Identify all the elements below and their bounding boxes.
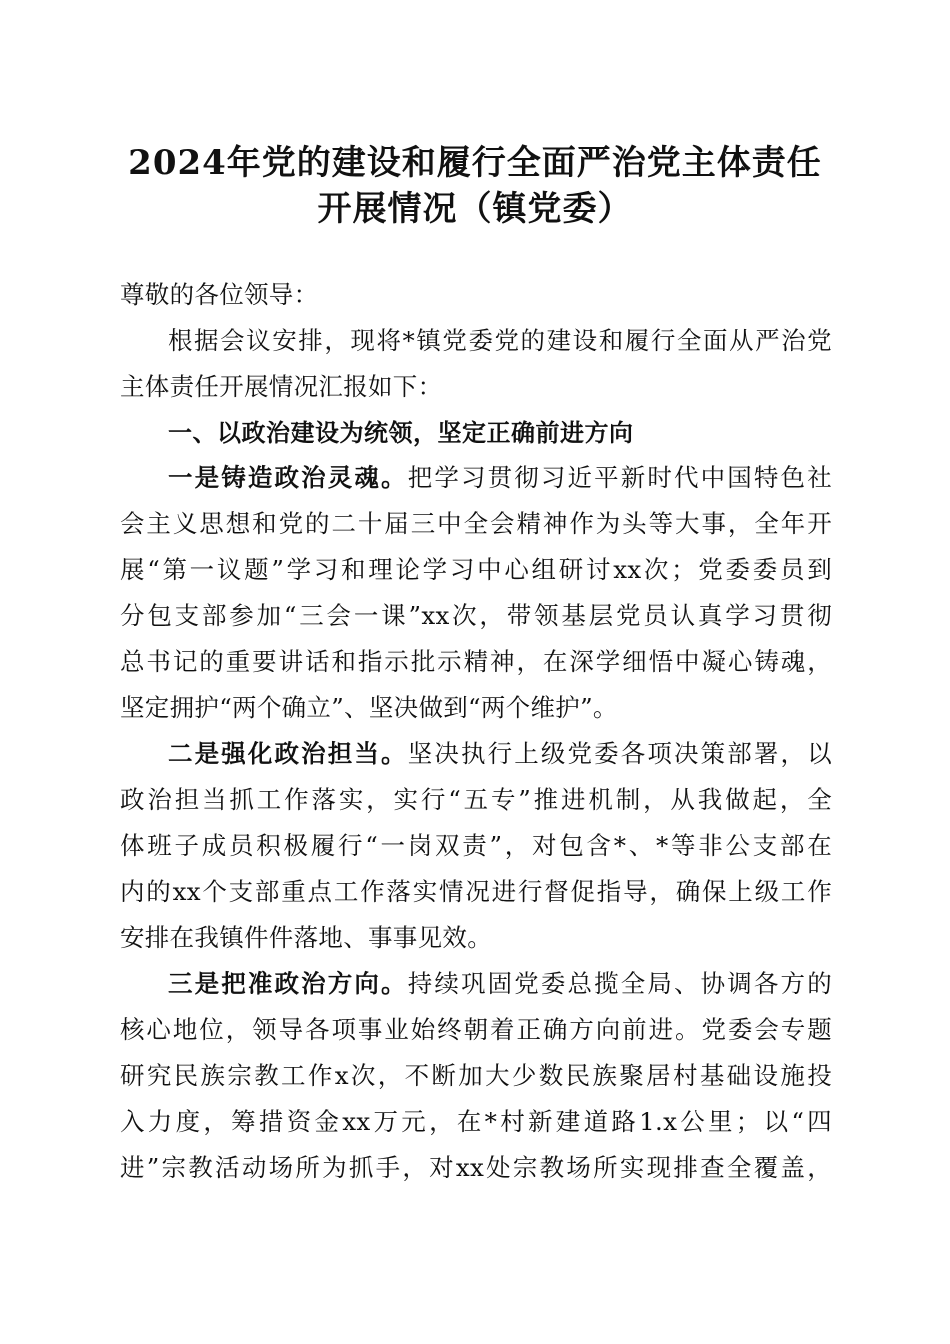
para3-line: 研究民族宗教工作x次，不断加大少数民族聚居村基础设施投 <box>120 1061 832 1090</box>
para1-line: 坚定拥护“两个确立”、坚决做到“两个维护”。 <box>120 693 618 722</box>
para1-line: 分包支部参加“三会一课”xx次，带领基层党员认真学习贯彻 <box>120 601 832 630</box>
para2-first-rest: 坚决执行上级党委各项决策部署，以 <box>407 739 832 768</box>
para1-first-line <box>168 455 832 501</box>
para2-line: 体班子成员积极履行“一岗双责”，对包含*、*等非公支部在 <box>120 831 832 860</box>
para3-lead: 三是把准政治方向。 <box>168 969 408 998</box>
para2-line: 安排在我镇件件落地、事事见效。 <box>120 923 492 952</box>
para1-line: 总书记的重要讲话和指示批示精神，在深学细悟中凝心铸魂， <box>120 647 832 676</box>
para2-line: 政治担当抓工作落实，实行“五专”推进机制，从我做起，全 <box>120 785 832 814</box>
para3-line: 进”宗教活动场所为抓手，对xx处宗教场所实现排查全覆盖， <box>120 1153 832 1182</box>
para3-line: 核心地位，领导各项事业始终朝着正确方向前进。党委会专题 <box>120 1015 832 1044</box>
para1-line: 会主义思想和党的二十届三中全会精神作为头等大事，全年开 <box>120 509 832 538</box>
para3-first-rest: 持续巩固党委总揽全局、协调各方的 <box>407 969 832 998</box>
para2-first-line <box>168 731 832 777</box>
intro-line-2: 主体责任开展情况汇报如下： <box>120 372 443 401</box>
section-heading: 一、以政治建设为统领，坚定正确前进方向 <box>168 419 634 447</box>
para3-line: 入力度，筹措资金xx万元，在*村新建道路1.x公里；以“四 <box>120 1107 832 1136</box>
para1-line: 展“第一议题”学习和理论学习中心组研讨xx次；党委委员到 <box>120 555 832 584</box>
para2-lead: 二是强化政治担当。 <box>168 739 408 768</box>
document-title-line-2: 开展情况（镇党委） <box>317 189 633 229</box>
para1-lead: 一是铸造政治灵魂。 <box>168 463 408 492</box>
document-title-line-1: 2024年党的建设和履行全面严治党主体责任 <box>128 143 822 183</box>
salutation: 尊敬的各位领导： <box>120 280 319 309</box>
para1-first-rest: 把学习贯彻习近平新时代中国特色社 <box>407 463 832 492</box>
intro-line-1: 根据会议安排，现将*镇党委党的建设和履行全面从严治党 <box>168 326 832 355</box>
para3-first-line <box>168 961 832 1007</box>
para2-line: 内的xx个支部重点工作落实情况进行督促指导，确保上级工作 <box>120 877 832 906</box>
